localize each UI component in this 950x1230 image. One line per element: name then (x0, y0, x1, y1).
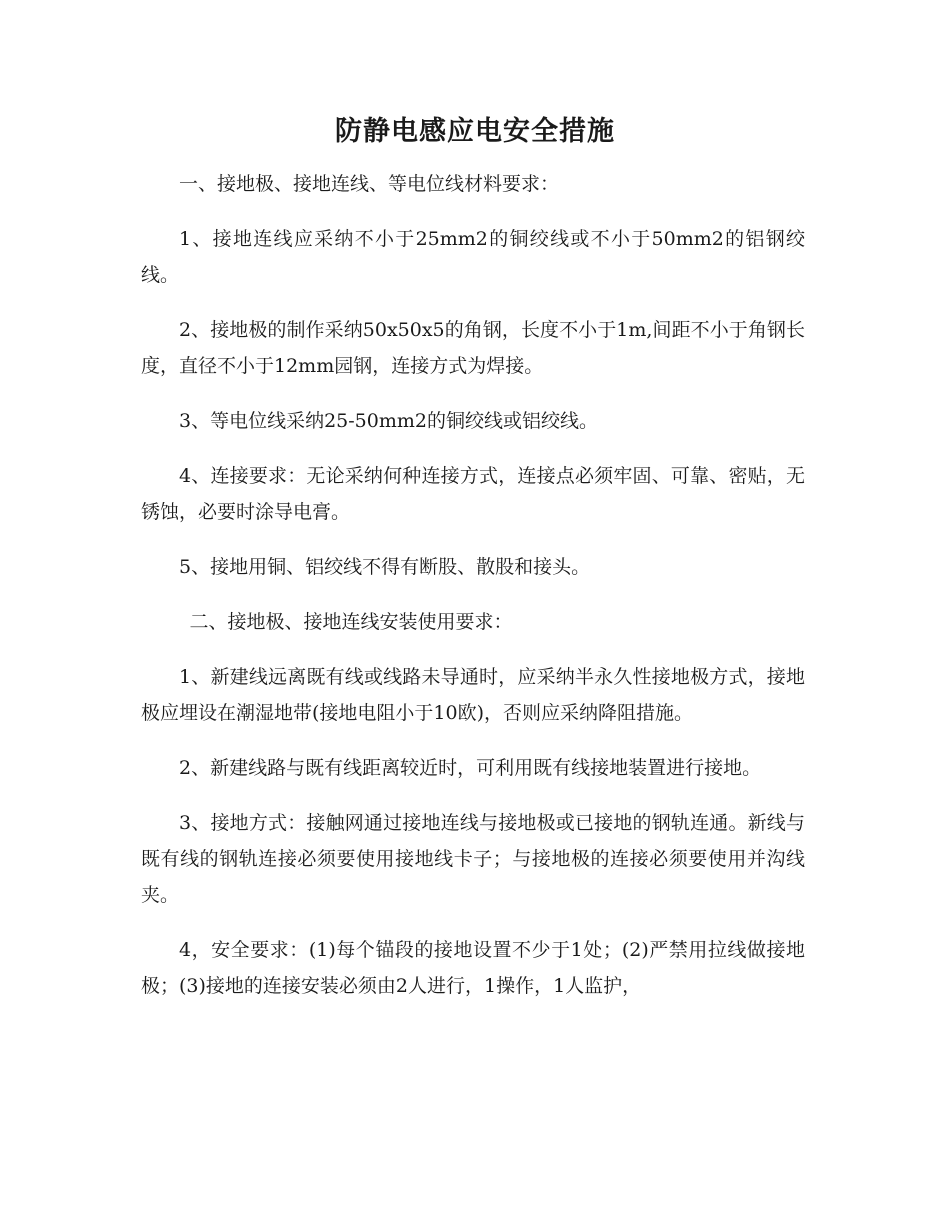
paragraph: 4，安全要求：(1)每个锚段的接地设置不少于1处；(2)严禁用拉线做接地极；(3)接地的连接安装必须由2人进行，1操作，1人监护， (141, 939, 805, 997)
document-title: 防静电感应电安全措施 (335, 116, 615, 147)
section-heading: 一、接地极、接地连线、等电位线材料要求： (179, 173, 560, 195)
section-heading: 二、接地极、接地连线安装使用要求： (189, 611, 513, 633)
paragraph: 2、接地极的制作采纳50x50x5的角钢，长度不小于1m,间距不小于角钢长度，直径不小于12mm园钢，连接方式为焊接。 (141, 319, 805, 377)
paragraph: 5、接地用铜、铝绞线不得有断股、散股和接头。 (179, 556, 591, 578)
paragraph: 3、接地方式：接触网通过接地连线与接地极或已接地的钢轨连通。新线与既有线的钢轨连接必须要使用接地线卡子；与接地极的连接必须要使用并沟线夹。 (141, 812, 805, 906)
paragraph: 1、接地连线应采纳不小于25mm2的铜绞线或不小于50mm2的铝钢绞线。 (141, 228, 805, 286)
paragraph: 4、连接要求：无论采纳何种连接方式，连接点必须牢固、可靠、密贴，无锈蚀，必要时涂导电膏。 (141, 465, 805, 523)
paragraph: 1、新建线远离既有线或线路未导通时，应采纳半永久性接地极方式，接地极应埋设在潮湿地带(接地电阻小于10欧)，否则应采纳降阻措施。 (141, 666, 805, 724)
paragraph: 3、等电位线采纳25-50mm2的铜绞线或铝绞线。 (179, 410, 598, 432)
document-body (141, 166, 805, 1023)
paragraph: 2、新建线路与既有线距离较近时，可利用既有线接地装置进行接地。 (179, 757, 762, 779)
